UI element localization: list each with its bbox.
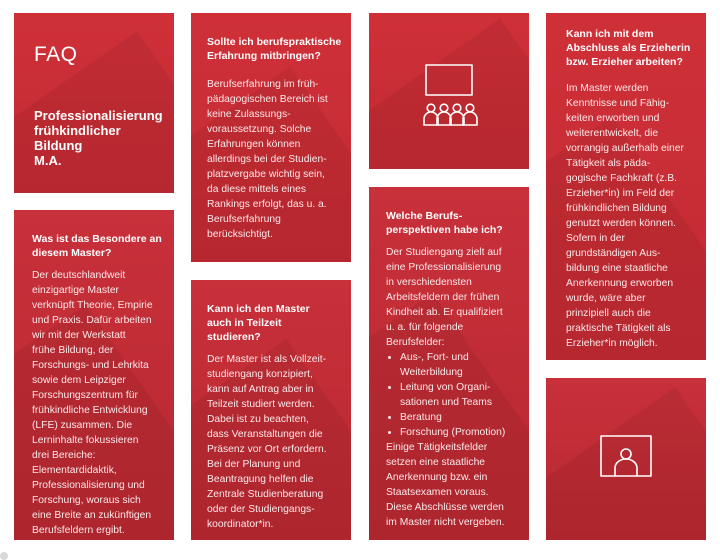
faq-tile-perspektiven <box>369 187 529 540</box>
faq-answer: Berufserfahrung im früh- pädagogischen Bereich ist keine Zulassungs- voraussetzung. Solche Erfahrungen können allerdings bei der Studien- platzvergabe wichtig sein, da diese mittels eines Rankings erfolgt, das u. a. Berufserfahrung berücksichtigt. <box>207 79 328 240</box>
program-name: Professionalisierung frühkindlicher Bildung M.A. <box>34 108 163 168</box>
faq-header-tile <box>14 13 174 193</box>
faq-question: Welche Berufs- perspektiven habe ich? <box>386 210 503 236</box>
faq-answer: Der Master ist als Vollzeit- studiengang konzipiert, kann auf Antrag aber in Teilzeit studiert werden. Dabei ist zu beachten, dass Veranstaltungen die Präsenz vor Ort erfordern. Bei der Planung und Beantragung helfen die Zentrale Studienberatung oder der Studiengangs- koordinator*in. <box>207 354 327 530</box>
faq-tile-besonderes <box>14 210 174 540</box>
faq-tile-erzieher <box>546 13 706 360</box>
faq-answer-outro: Einige Tätigkeitsfelder setzen eine staatliche Anerkennung bzw. ein Staatsexamen voraus. Diese Abschlüsse werden im Master nicht vergeben. <box>386 442 505 528</box>
faq-question: Sollte ich berufspraktische Erfahrung mitbringen? <box>207 36 342 62</box>
berufsfelder-list <box>386 350 528 440</box>
faq-question: Kann ich den Master auch in Teilzeit studieren? <box>207 303 310 343</box>
faq-question: Kann ich mit dem Abschluss als Erzieherin bzw. Erzieher arbeiten? <box>566 28 691 68</box>
list-item: • Leitung von Organi- sationen und Teams <box>400 380 528 410</box>
page-title: FAQ <box>34 43 78 66</box>
list-item: • Forschung (Promotion) <box>400 425 528 440</box>
faq-answer-intro: Der Studiengang zielt auf eine Professionalisierung in verschiedensten Arbeitsfeldern der frühen Kindheit ab. Er qualifiziert u. a. für folgende Berufsfelder: <box>386 247 503 348</box>
lecturer-screen-icon <box>546 378 706 540</box>
icon-tile-presentation <box>369 13 529 169</box>
list-item: • Aus-, Fort- und Weiterbildung <box>400 350 528 380</box>
faq-answer: Im Master werden Kenntnisse und Fähig- keiten erworben und weiterentwickelt, die vorrangig außerhalb einer Tätigkeit als päda- gogische Fachkraft (z.B. Erzieher*in) im Feld der frühkindlichen Bildung genutzt werden können. Sofern in der grundständigen Aus- bildung eine staatliche Anerkennung erworben wurde, wäre aber prinzipiell auch die praktische Tätigkeit als Erzieher*in möglich. <box>566 83 684 349</box>
faq-tile-erfahrung <box>191 13 351 262</box>
faq-answer: Der deutschlandweit einzigartige Master verknüpft Theorie, Empirie und Praxis. Dafür arbeiten wir mit der Werkstatt frühe Bildung, der Forschungs- und Lehrkita sowie dem Leipziger Forschungszentrum für frühkindliche Entwicklung (LFE) zusammen. Die Lerninhalte fokussieren drei Bereiche: Elementardidaktik, Professionalisierung und Forschung, woraus sich eine Breite an zukünftigen Berufsfeldern ergibt. <box>32 270 153 536</box>
page-indicator-dot <box>0 552 8 560</box>
icon-tile-lecturer <box>546 378 706 540</box>
presentation-audience-icon <box>369 13 529 169</box>
faq-question: Was ist das Besondere an diesem Master? <box>32 233 162 259</box>
faq-tile-teilzeit <box>191 280 351 540</box>
list-item: • Beratung <box>400 410 528 425</box>
